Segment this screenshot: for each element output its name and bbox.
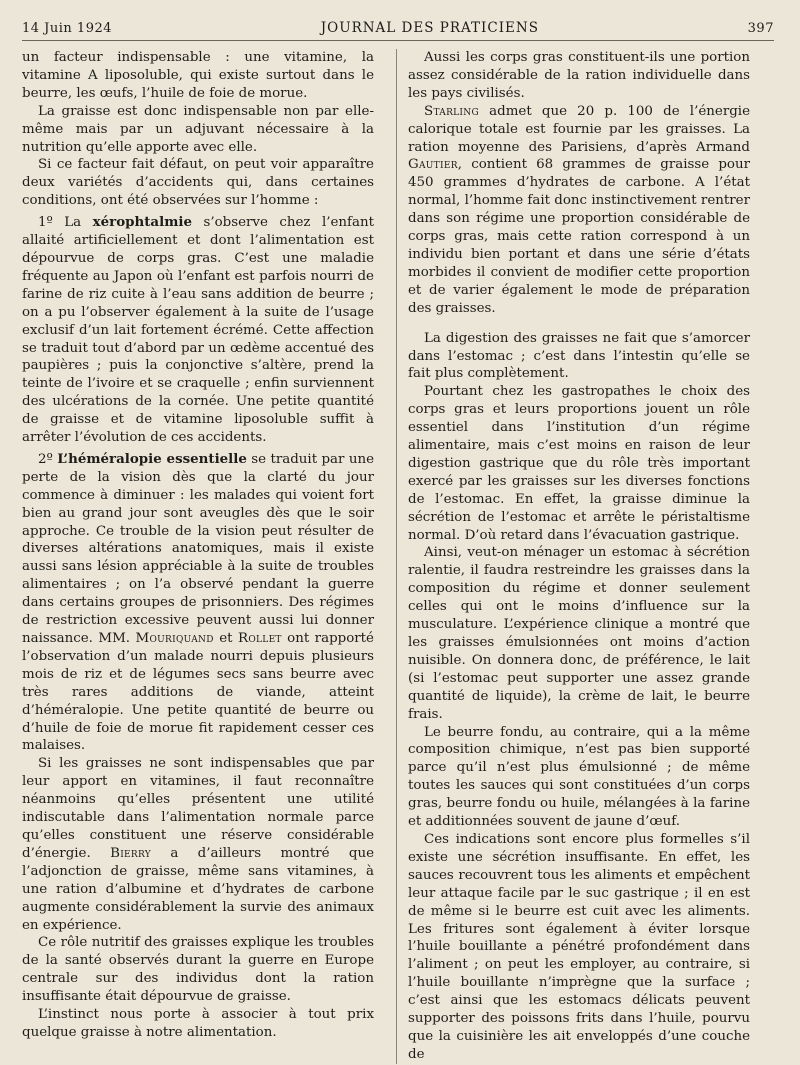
paragraph-xerophtalmie [22, 214, 374, 447]
author-name: Gautier [408, 157, 458, 173]
paragraph: Ces indications sont encore plus formelles s’il existe une sécrétion insuffisante. En effet, les sauces recouvrent tous les aliments et empêchent leur attaque facile par le suc gastrique ; il en est de même si le beurre est cuit avec les aliments. Les fritures sont également à éviter lorsque l’huile bouillante a pénétré profondément dans l’aliment ; on peut les employer, au contraire, si l’huile bouillante n’imprègne que la surface ; c’est ainsi que les estomacs délicats peuvent supporter des poissons frits dans l’huile, pourvu que la cuisinière les ait enveloppés d’une couche de [408, 831, 750, 1062]
paragraph [22, 755, 374, 934]
paragraph [408, 103, 750, 318]
paragraph: L’instinct nous porte à associer à tout prix quelque graisse à notre alimentation. [22, 1007, 374, 1040]
paragraph-text: Si les graisses ne sont indispensables que par leur apport en vitamines, il faut reconnaître néanmoins qu’elles présentent une utilité indiscutable dans l’alimentation normale parce qu’elles constituent une réserve considérable d’énergie. [22, 756, 374, 861]
paragraph: Pourtant chez les gastropathes le choix des corps gras et leurs proportions jouent un rôle essentiel dans l’institution d’un régime alimentaire, mais c’est moins en raison de leur digestion gastrique que du rôle très important exercé par les graisses sur les diverses fonctions de l’estomac. En effet, la graisse diminue la sécrétion de l’estomac et arrête le péristaltisme normal. D’où retard dans l’évacuation gastrique. [408, 384, 750, 543]
paragraph-text: a d’ailleurs montré que l’adjonction de graisse, même sans vitamines, à une ration d’albumine et d’hydrates de carbone augmente considérablement la survie des animaux en expérience. [22, 845, 374, 933]
paragraph: Aussi les corps gras constituent-ils une portion assez considérable de la ration individuelle dans les pays civilisés. [408, 50, 750, 101]
paragraph-text: s’observe chez l’enfant allaité artificiellement et dont l’alimentation est dépourvue de corps gras. C’est une maladie fréquente au Japon où l’enfant est parfois nourri de farine de riz cuite à l’eau sans addition de beurre ; on a pu l’observer également à la suite de l’usage exclusif d’un lait fortement écrémé. Cette affection se traduit tout d’abord par un œdème accentué des paupières ; puis la conjonctive s’altère, prend la teinte de l’ivoire et se craquelle ; enfin surviennent des ulcérations de la cornée. Une petite quantité de graisse et de vitamine liposoluble suffit à arrêter l’évolution de ces accidents. [22, 215, 374, 446]
journal-title: JOURNAL DES PRATICIENS [320, 20, 539, 36]
page-number: 397 [747, 21, 774, 36]
two-column-body [22, 49, 774, 1064]
header-date: 14 Juin 1924 [22, 21, 113, 36]
term-hemeralopie: L’héméralopie essentielle [57, 450, 247, 467]
paragraph: un facteur indispensable : une vitamine, la vitamine A liposoluble, qui existe surtout dans le beurre, les œufs, l’huile de foie de morue. [22, 50, 374, 101]
paragraph-text: se traduit par une perte de la vision dès que la clarté du jour commence à diminuer : les malades qui voient fort bien au grand jour sont aveugles dès que le soir approche. Ce trouble de la vision peut résulter de diverses altérations anatomiques, mais il existe aussi sans lésion appréciable à la suite de troubles alimentaires ; on l’a observé pendant la guerre dans certains groupes de prisonniers. Des régimes de restriction excessive peuvent aussi lui donner naissance. MM. [22, 451, 375, 646]
paragraph-text: ont rapporté l’observation d’un malade nourri depuis plusieurs mois de riz et de légumes secs sans beurre avec très rares additions de viande, atteint d’héméralopie. Une petite quantité de beurre ou d’huile de foie de morue fit rapidement cesser ces malaises. [22, 631, 374, 754]
left-column [22, 49, 386, 1064]
paragraph: La digestion des graisses ne fait que s’amorcer dans l’estomac ; c’est dans l’intestin qu’elle se fait plus complètement. [408, 330, 750, 382]
paragraph-text: admet que 20 p. 100 de l’énergie calorique totale est fournie par les graisses. La ration moyenne des Parisiens, d’après Armand [408, 103, 750, 155]
paragraph-text: , contient 68 grammes de graisse pour 450 grammes d’hydrates de carbone. A l’état normal, l’homme fait donc instinctivement rentrer dans son régime une proportion considérable de corps gras, mais cette ration correspond à un individu bien portant et dans une série d’états morbides il convient de modifier cette proportion et de varier également le mode de préparation des graisses. [408, 157, 750, 316]
author-name: Starling [424, 103, 479, 119]
author-name: Mouriquand [135, 631, 214, 646]
paragraph-hemeralopie [22, 451, 374, 755]
author-name: Bierry [110, 845, 152, 861]
column-divider [396, 49, 397, 1064]
author-name: Rollet [237, 631, 282, 646]
list-number: 1º La [38, 215, 93, 231]
term-xerophtalmie: xérophtalmie [92, 214, 192, 231]
paragraph: Le beurre fondu, au contraire, qui a la même composition chimique, n’est pas bien supporté parce qu’il n’est plus émulsionné ; de même toutes les sauces qui sont constituées d’un corps gras, beurre fondu ou huile, mélangées à la farine et additionnées souvent de jaune d’œuf. [408, 724, 750, 830]
paragraph: Ainsi, veut-on ménager un estomac à sécrétion ralentie, il faudra restreindre les graisses dans la composition du régime et donner seulement celles qui ont le moins d’influence sur la musculature. L’expérience clinique a montré que les graisses émulsionnées ont moins d’action nuisible. On donnera donc, de préférence, le lait (si l’estomac peut supporter une assez grande quantité de liquide), la crème de lait, le beurre frais. [408, 545, 750, 722]
list-number: 2º [38, 451, 58, 467]
paragraph: La graisse est donc indispensable non par elle-même mais par un adjuvant nécessaire à la nutrition qu’elle apporte avec elle. [22, 103, 374, 155]
running-header [22, 20, 774, 41]
paragraph-text: et [213, 631, 238, 646]
paragraph: Si ce facteur fait défaut, on peut voir apparaître deux variétés d’accidents qui, dans certaines conditions, ont été observées sur l’homme : [22, 157, 374, 209]
right-column [386, 49, 750, 1064]
paragraph: Ce rôle nutritif des graisses explique les troubles de la santé observés durant la guerre en Europe centrale sur des individus dont la ration insuffisante était dépourvue de graisse. [22, 935, 374, 1005]
